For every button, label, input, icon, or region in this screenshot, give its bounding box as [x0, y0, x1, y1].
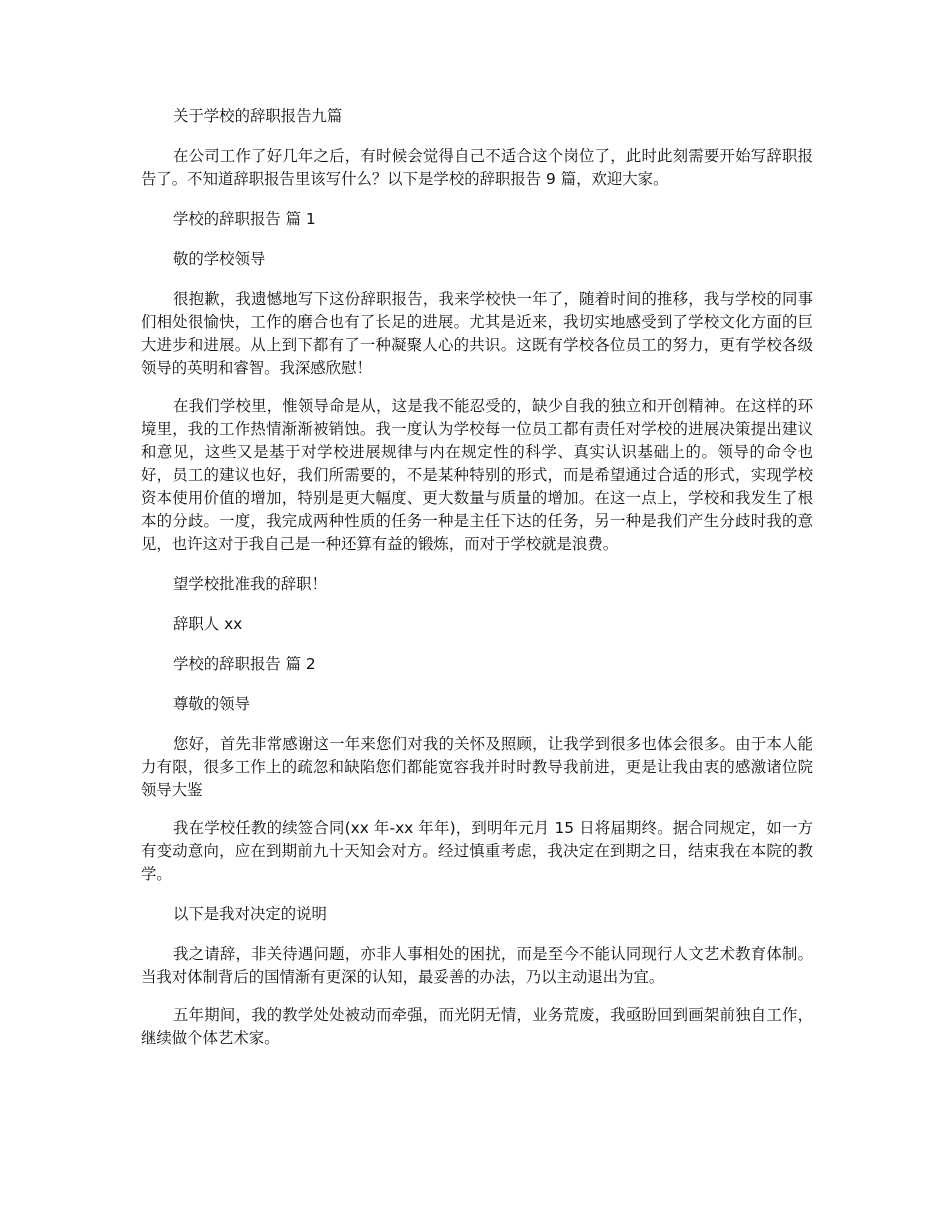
salutation-1: 敬的学校领导 [173, 250, 266, 268]
salutation-2: 尊敬的领导 [173, 695, 250, 713]
document-page [141, 105, 813, 1050]
body-paragraph-1: 很抱歉，我遗憾地写下这份辞职报告，我来学校快一年了，随着时间的推移，我与学校的同事们相处很愉快，工作的磨合也有了长足的进展。尤其是近来，我切实地感受到了学校文化方面的巨大进步和进展。从上到下都有了一种凝聚人心的共识。这既有学校各位员工的努力，更有学校各级领导的英明和睿智。我深感欣慰！ [141, 290, 813, 377]
signature-line: 辞职人 xx [173, 615, 243, 633]
body-paragraph-2: 在我们学校里，惟领导命是从，这是我不能忍受的，缺少自我的独立和开创精神。在这样的环境里，我的工作热情渐渐被销蚀。我一度认为学校每一位员工都有责任对学校的进展决策提出建议和意见，这些又是基于对学校进展规律与内在规定性的科学、真实认识基础上的。领导的命令也好，员工的建议也好，我们所需要的，不是某种特别的形式，而是希望通过合适的形式，实现学校资本使用价值的增加，特别是更大幅度、更大数量与质量的增加。在这一点上，学校和我发生了根本的分歧。一度，我完成两种性质的任务一种是主任下达的任务，另一种是我们产生分歧时我的意见，也许这对于我自己是一种还算有益的锻炼，而对于学校就是浪费。 [141, 397, 813, 553]
section-heading-2: 学校的辞职报告 篇 2 [173, 655, 316, 673]
body-paragraph-5: 我之请辞，非关待遇问题，亦非人事相处的困扰，而是至今不能认同现行人文艺术教育体制。当我对体制背后的国情渐有更深的认知，最妥善的办法，乃以主动退出为宜。 [141, 945, 813, 986]
intro-paragraph: 在公司工作了好几年之后，有时候会觉得自己不适合这个岗位了，此时此刻需要开始写辞职报告了。不知道辞职报告里该写什么？以下是学校的辞职报告 9 篇，欢迎大家。 [141, 147, 813, 188]
closing-request: 望学校批准我的辞职！ [173, 575, 327, 593]
document-title: 关于学校的辞职报告九篇 [173, 107, 343, 125]
body-paragraph-3: 您好，首先非常感谢这一年来您们对我的关怀及照顾，让我学到很多也体会很多。由于本人能力有限，很多工作上的疏忽和缺陷您们都能宽容我并时时教导我前进，更是让我由衷的感激诸位院领导大鉴 [141, 735, 813, 799]
explanation-heading: 以下是我对决定的说明 [173, 905, 327, 923]
body-paragraph-4: 我在学校任教的续签合同(xx 年-xx 年年)，到明年元月 15 日将届期终。据合同规定，如一方有变动意向，应在到期前九十天知会对方。经过慎重考虑，我决定在到期之日，结束我在本院的教学。 [141, 819, 813, 883]
body-paragraph-6: 五年期间，我的教学处处被动而牵强，而光阴无情，业务荒废，我亟盼回到画架前独自工作，继续做个体艺术家。 [141, 1006, 813, 1047]
section-heading-1: 学校的辞职报告 篇 1 [173, 210, 316, 228]
